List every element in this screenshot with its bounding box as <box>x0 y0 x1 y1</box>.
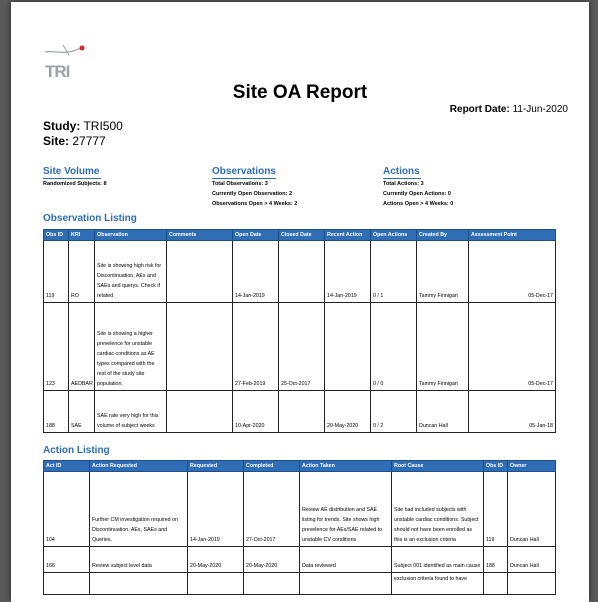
comments-cell <box>167 391 233 433</box>
comments-cell <box>167 303 233 391</box>
table-row[interactable] <box>44 573 556 595</box>
report-date-value: 11-Jun-2020 <box>512 104 568 115</box>
obs-id-cell: 188 <box>484 547 508 573</box>
observation-cell: Site is showing high risk for Discontinuation, AEs and SAEs and querys. Check if related <box>95 241 167 303</box>
observations-heading: Observations <box>212 166 276 177</box>
column-header[interactable]: Act ID <box>44 461 90 472</box>
open-observations: Currently Open Observation: 2 <box>212 191 293 197</box>
table-row[interactable] <box>44 391 556 433</box>
site-value: 27777 <box>72 134 106 148</box>
column-header[interactable]: Action Requested <box>90 461 188 472</box>
study-value: TRI500 <box>83 119 123 133</box>
randomized-subjects: Randomized Subjects: 8 <box>43 181 107 187</box>
column-header[interactable]: Created By <box>417 230 469 241</box>
column-header[interactable]: Open Date <box>233 230 279 241</box>
completed-cell: 27-Oct-2017 <box>244 472 300 547</box>
site-label: Site: <box>43 134 70 148</box>
observation-header-row <box>44 230 556 241</box>
action-header-row <box>44 461 556 472</box>
open-actions: Currently Open Actions: 0 <box>383 191 451 197</box>
requested-cell <box>188 573 244 595</box>
report-date <box>450 104 568 115</box>
action-requested-cell: Further CM investigation required on Discontinuation, AEs, SAEs and Queries. <box>90 472 188 547</box>
created-by-cell: Tammy Finnigan <box>417 303 469 391</box>
observation-listing-heading: Observation Listing <box>43 213 137 224</box>
completed-cell: 20-May-2020 <box>244 547 300 573</box>
action-requested-cell <box>90 573 188 595</box>
company-logo <box>43 42 89 82</box>
obs-id-cell: 188 <box>44 391 69 433</box>
observations-open-4-weeks: Observations Open > 4 Weeks: 2 <box>212 201 298 207</box>
owner-cell: Duncan Hall <box>508 472 556 547</box>
assessment-point-cell: 05-Dec-17 <box>469 241 556 303</box>
table-row[interactable] <box>44 472 556 547</box>
root-cause-cell: exclusion criteria found to have <box>392 573 484 595</box>
column-header[interactable]: Obs ID <box>44 230 69 241</box>
report-date-label: Report Date: <box>449 104 510 115</box>
observation-table <box>43 229 556 433</box>
requested-cell: 20-May-2020 <box>188 547 244 573</box>
act-id-cell: 166 <box>44 547 90 573</box>
root-cause-cell: Subject 001 identified as main cause <box>392 547 484 573</box>
actions-rule <box>383 178 421 179</box>
closed-date-cell <box>279 391 325 433</box>
open-date-cell: 27-Feb-2019 <box>233 303 279 391</box>
requested-cell: 14-Jan-2019 <box>188 472 244 547</box>
page-title: Site OA Report <box>232 82 368 103</box>
site-volume-rule <box>43 178 101 179</box>
column-header[interactable]: Root Cause <box>392 461 484 472</box>
created-by-cell: Tammy Finnigan <box>417 241 469 303</box>
column-header[interactable]: Recent Action <box>325 230 371 241</box>
recent-action-cell <box>325 303 371 391</box>
action-table <box>43 460 556 595</box>
column-header[interactable]: Assessment Point <box>469 230 556 241</box>
table-row[interactable] <box>44 241 556 303</box>
column-header[interactable]: Owner <box>508 461 556 472</box>
open-actions-cell: 0 / 0 <box>371 303 417 391</box>
closed-date-cell: 25-Oct-2017 <box>279 303 325 391</box>
table-row[interactable] <box>44 303 556 391</box>
action-requested-cell: Review subject level data <box>90 547 188 573</box>
total-observations: Total Observations: 3 <box>212 181 268 187</box>
assessment-point-cell: 05-Dec-17 <box>469 303 556 391</box>
created-by-cell: Duncan Hall <box>417 391 469 433</box>
column-header[interactable]: Completed <box>244 461 300 472</box>
act-id-cell: 104 <box>44 472 90 547</box>
report-page <box>11 2 589 602</box>
actions-open-4-weeks: Actions Open > 4 Weeks: 0 <box>383 201 454 207</box>
action-taken-cell: Data reviewed <box>300 547 392 573</box>
column-header[interactable]: Observation <box>95 230 167 241</box>
completed-cell <box>244 573 300 595</box>
obs-id-cell: 123 <box>44 303 69 391</box>
kri-cell: RO <box>69 241 95 303</box>
observation-cell: Site is showing a higher prevelence for unstable cardiac conditions as AE types compared with the rest of the study site population. <box>95 303 167 391</box>
comments-cell <box>167 241 233 303</box>
column-header[interactable]: KRI <box>69 230 95 241</box>
open-date-cell: 14-Jan-2019 <box>233 241 279 303</box>
assessment-point-cell: 05-Jan-18 <box>469 391 556 433</box>
study-line <box>43 119 123 133</box>
open-date-cell: 10-Apr-2020 <box>233 391 279 433</box>
open-actions-cell: 0 / 1 <box>371 241 417 303</box>
obs-id-cell <box>484 573 508 595</box>
column-header[interactable]: Action Taken <box>300 461 392 472</box>
open-actions-cell: 0 / 2 <box>371 391 417 433</box>
action-taken-cell <box>300 573 392 595</box>
kri-cell: SAE <box>69 391 95 433</box>
obs-id-cell: 119 <box>484 472 508 547</box>
actions-heading: Actions <box>383 166 420 177</box>
column-header[interactable]: Requested <box>188 461 244 472</box>
observations-rule <box>212 178 276 179</box>
action-listing-heading: Action Listing <box>43 445 110 456</box>
recent-action-cell: 20-May-2020 <box>325 391 371 433</box>
site-line <box>43 134 106 148</box>
root-cause-cell: Site had included subjects with unstable cardiac conditions. Subject should not have been enrolled as this is an exclusion criteria <box>392 472 484 547</box>
action-taken-cell: Review AE distribution and SAE listing for trends. Site shows high prevelence for AEs/SAE related to unstable CV conditions <box>300 472 392 547</box>
obs-id-cell: 119 <box>44 241 69 303</box>
owner-cell: Duncan Hall <box>508 547 556 573</box>
study-label: Study: <box>43 119 81 133</box>
column-header[interactable]: Closed Date <box>279 230 325 241</box>
table-row[interactable] <box>44 547 556 573</box>
site-volume-heading: Site Volume <box>43 166 100 177</box>
act-id-cell <box>44 573 90 595</box>
kri-cell: AEDBAR <box>69 303 95 391</box>
closed-date-cell <box>279 241 325 303</box>
logo-text: TRI <box>45 62 70 81</box>
owner-cell <box>508 573 556 595</box>
observation-cell: SAE rate very high for this volume of subject weeks <box>95 391 167 433</box>
total-actions: Total Actions: 3 <box>383 181 424 187</box>
swoosh-icon <box>43 42 89 64</box>
column-header[interactable]: Open Actions <box>371 230 417 241</box>
recent-action-cell: 14-Jan-2019 <box>325 241 371 303</box>
column-header[interactable]: Obs ID <box>484 461 508 472</box>
column-header[interactable]: Comments <box>167 230 233 241</box>
